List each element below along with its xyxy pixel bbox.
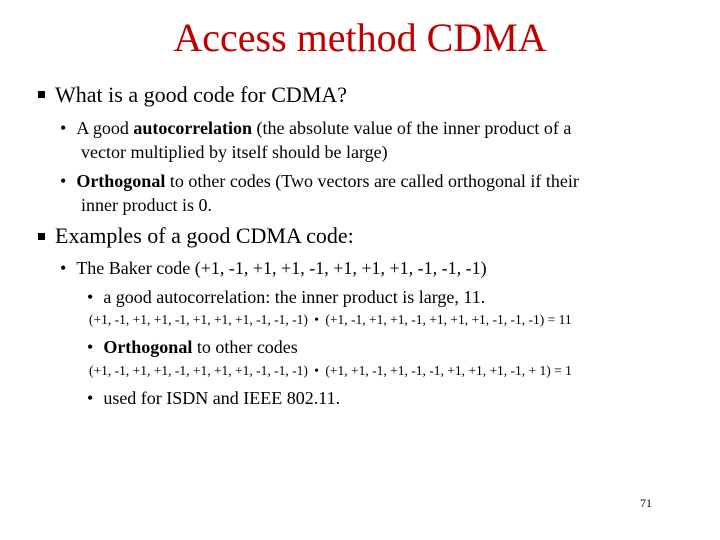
bullet-autocorrelation-cont: vector multiplied by itself should be large) bbox=[81, 142, 388, 162]
square-bullet-icon bbox=[38, 233, 45, 240]
bullet-good-autocorrelation: • a good autocorrelation: the inner product is large, 11. bbox=[87, 287, 486, 307]
bullet-icon: • bbox=[60, 171, 67, 191]
equation-autocorrelation: (+1, -1, +1, +1, -1, +1, +1, +1, -1, -1, -1) • (+1, -1, +1, +1, -1, +1, +1, +1, -1, -1, -1) = 11 bbox=[89, 312, 572, 327]
bullet-isdn: • used for ISDN and IEEE 802.11. bbox=[87, 388, 341, 408]
bullet-orthogonal: • Orthogonal to other codes (Two vectors are called orthogonal if their bbox=[60, 171, 579, 191]
bullet-orthogonal-cont: inner product is 0. bbox=[81, 195, 212, 215]
bullet-baker-code: • The Baker code (+1, -1, +1, +1, -1, +1, +1, +1, -1, -1, -1) bbox=[60, 258, 487, 278]
bullet-icon: • bbox=[87, 337, 94, 357]
page-number: 71 bbox=[640, 496, 652, 510]
slide-title: Access method CDMA bbox=[173, 15, 547, 60]
bullet-autocorrelation: • A good autocorrelation (the absolute value of the inner product of a bbox=[60, 118, 572, 138]
bullet-examples: Examples of a good CDMA code: bbox=[55, 223, 354, 248]
dot-operator-icon: • bbox=[314, 312, 320, 327]
bullet-icon: • bbox=[60, 118, 67, 138]
equation-orthogonal: (+1, -1, +1, +1, -1, +1, +1, +1, -1, -1, -1) • (+1, +1, -1, +1, -1, -1, +1, +1, +1, -1, + 1) = 1 bbox=[89, 363, 572, 378]
bullet-icon: • bbox=[87, 287, 94, 307]
dot-operator-icon: • bbox=[314, 363, 320, 378]
bullet-icon: • bbox=[87, 388, 94, 408]
bullet-orthogonal-codes: • Orthogonal to other codes bbox=[87, 337, 298, 357]
bullet-icon: • bbox=[60, 258, 67, 278]
bullet-question: What is a good code for CDMA? bbox=[55, 82, 348, 107]
square-bullet-icon bbox=[38, 91, 45, 98]
